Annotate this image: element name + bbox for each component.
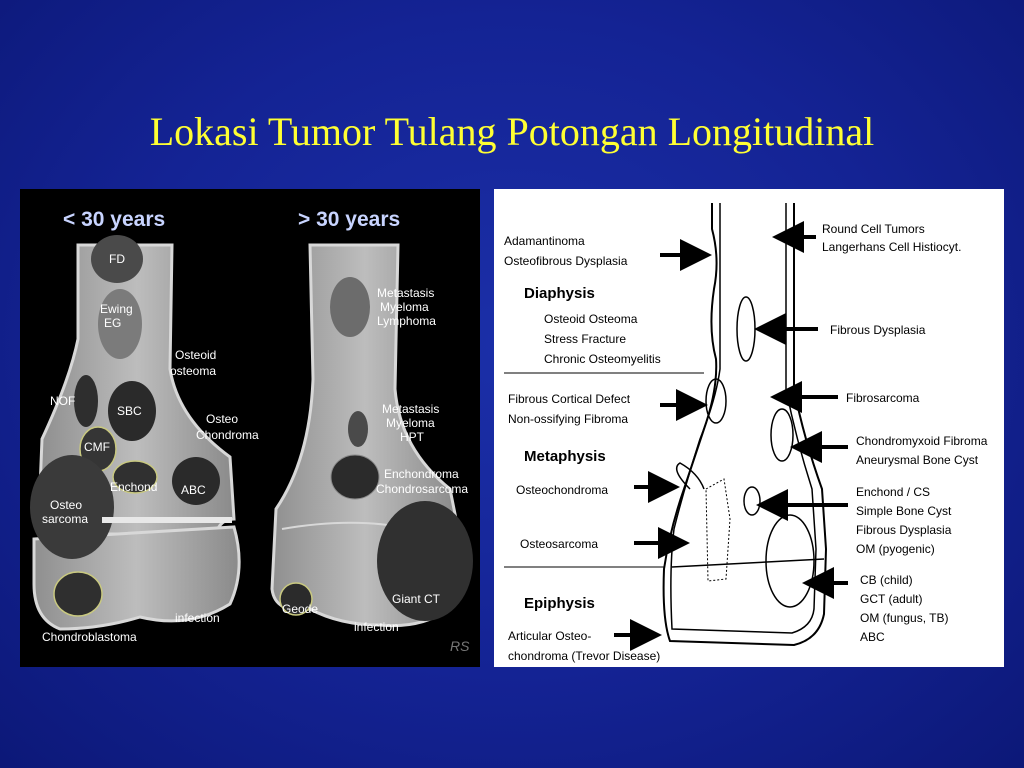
enchondroma-lesion bbox=[331, 455, 379, 499]
label-eg: EG bbox=[104, 316, 122, 330]
label-hpt: HPT bbox=[400, 430, 424, 444]
xray-diagram-panel bbox=[20, 189, 480, 667]
label-om-pyogenic: OM (pyogenic) bbox=[856, 542, 935, 556]
young-heading: < 30 years bbox=[63, 208, 166, 231]
bone-outline-left bbox=[664, 203, 826, 645]
label-gct-adult: GCT (adult) bbox=[860, 592, 923, 606]
nof-lesion bbox=[74, 375, 98, 427]
line-diagram-panel bbox=[494, 189, 1004, 667]
label-abc: Aneurysmal Bone Cyst bbox=[856, 453, 979, 467]
label-geode: Geode bbox=[282, 602, 319, 616]
old-heading: > 30 years bbox=[298, 208, 401, 231]
label-enchondroma: Enchondroma bbox=[384, 467, 459, 481]
label-lymphoma: Lymphoma bbox=[377, 314, 436, 328]
label-om-fungus: OM (fungus, TB) bbox=[860, 611, 949, 625]
label-cb-child: CB (child) bbox=[860, 573, 913, 587]
label-fibrosarcoma: Fibrosarcoma bbox=[846, 391, 920, 405]
label-nof: NOF bbox=[50, 394, 76, 408]
cmf-outline bbox=[771, 409, 793, 461]
label-fd: FD bbox=[109, 252, 125, 266]
label-cmf: CMF bbox=[84, 440, 110, 454]
label-round-cell: Round Cell Tumors bbox=[822, 222, 925, 236]
label-infection-old: infection bbox=[354, 620, 399, 634]
metastasis-lesion-2 bbox=[348, 411, 368, 447]
label-fibrous-dysplasia: Fibrous Dysplasia bbox=[830, 323, 926, 337]
label-langerhans: Langerhans Cell Histiocyt. bbox=[822, 240, 962, 254]
label-fcd: Fibrous Cortical Defect bbox=[508, 392, 631, 406]
label-osteoid: Osteoid bbox=[175, 348, 217, 362]
label-fd-2: Fibrous Dysplasia bbox=[856, 523, 952, 537]
label-chondroblastoma: Chondroblastoma bbox=[42, 630, 137, 644]
label-osteosarcoma: Osteosarcoma bbox=[520, 537, 599, 551]
label-osteochondroma: Osteochondroma bbox=[516, 483, 609, 497]
label-metastasis-1: Metastasis bbox=[377, 286, 435, 300]
label-osteoid-osteoma: Osteoid Osteoma bbox=[544, 312, 638, 326]
label-giant-ct: Giant CT bbox=[392, 592, 441, 606]
label-articular-1: Articular Osteo- bbox=[508, 629, 592, 643]
metastasis-lesion-1 bbox=[330, 277, 370, 337]
label-osteofibrous: Osteofibrous Dysplasia bbox=[504, 254, 628, 268]
label-metastasis-2: Metastasis bbox=[382, 402, 440, 416]
label-cmf: Chondromyxoid Fibroma bbox=[856, 434, 988, 448]
label-articular-2: chondroma (Trevor Disease) bbox=[508, 649, 661, 663]
label-chondroma: Chondroma bbox=[196, 428, 259, 442]
slide-title: Lokasi Tumor Tulang Potongan Longitudinal bbox=[149, 109, 875, 154]
label-abc-2: ABC bbox=[860, 630, 885, 644]
label-abc: ABC bbox=[181, 483, 206, 497]
label-osteo: Osteo bbox=[206, 412, 239, 426]
label-enchond: Enchond bbox=[110, 480, 158, 494]
label-enchond-cs: Enchond / CS bbox=[856, 485, 931, 499]
label-chronic-osteomyelitis: Chronic Osteomyelitis bbox=[544, 352, 661, 366]
heading-epiphysis: Epiphysis bbox=[524, 595, 595, 612]
cortical-defect-outline bbox=[706, 379, 726, 423]
label-ewing: Ewing bbox=[100, 302, 133, 316]
label-sbc: Simple Bone Cyst bbox=[856, 504, 952, 518]
abc-lesion bbox=[172, 457, 220, 505]
label-osteosarcoma-2: sarcoma bbox=[42, 512, 89, 526]
label-myeloma-2: Myeloma bbox=[386, 416, 435, 430]
label-stress-fracture: Stress Fracture bbox=[544, 332, 627, 346]
growth-plate-line bbox=[102, 517, 232, 523]
label-myeloma-1: Myeloma bbox=[380, 300, 429, 314]
label-sbc: SBC bbox=[117, 404, 142, 418]
label-nof: Non-ossifying Fibroma bbox=[508, 412, 629, 426]
heading-diaphysis: Diaphysis bbox=[524, 285, 595, 302]
label-infection-young: infection bbox=[175, 611, 220, 625]
line-diagram bbox=[494, 189, 1004, 667]
heading-metaphysis: Metaphysis bbox=[524, 448, 606, 465]
growth-plate-line bbox=[672, 559, 824, 567]
label-adamantinoma: Adamantinoma bbox=[504, 234, 585, 248]
label-osteosarcoma-1: Osteo bbox=[50, 498, 83, 512]
fibrous-dysplasia-outline bbox=[737, 297, 755, 361]
signature-mark: RS bbox=[450, 638, 470, 654]
xray-diagram bbox=[20, 189, 480, 667]
label-chondrosarcoma: Chondrosarcoma bbox=[376, 482, 469, 496]
label-osteoma: osteoma bbox=[170, 364, 217, 378]
chondroblastoma-lesion bbox=[54, 572, 102, 616]
sbc-outline bbox=[744, 487, 760, 515]
